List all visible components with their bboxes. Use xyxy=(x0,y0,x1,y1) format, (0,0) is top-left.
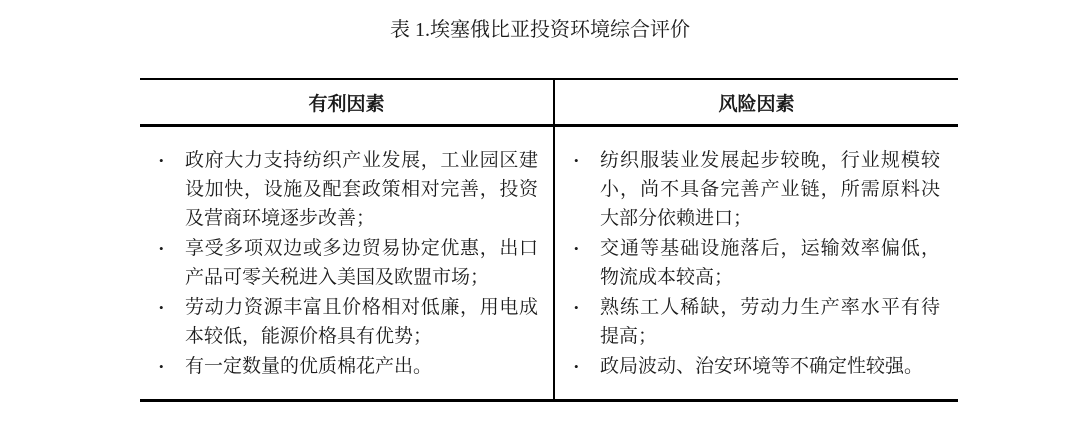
item-text: 政府大力支持纺织产业发展，工业园区建设加快，设施及配套政策相对完善，投资及营商环境逐步改善； xyxy=(185,149,538,229)
bullet-icon: • xyxy=(574,152,579,168)
table-caption: 表 1.埃塞俄比亚投资环境综合评价 xyxy=(390,19,690,41)
column-header-favorable-factors: 有利因素 xyxy=(140,80,555,124)
bullet-icon: • xyxy=(159,240,164,256)
column-header-risk-factors: 风险因素 xyxy=(718,93,795,115)
list-item xyxy=(571,146,940,233)
list-item xyxy=(156,146,538,233)
list-item xyxy=(156,352,538,381)
item-text: 享受多项双边或多边贸易协定优惠，出口产品可零关税进入美国及欧盟市场； xyxy=(185,237,538,288)
list-item xyxy=(156,293,538,351)
risk-factors-list xyxy=(571,145,940,382)
item-text: 交通等基础设施落后，运输效率偏低，物流成本较高； xyxy=(600,237,940,288)
item-text: 有一定数量的优质棉花产出。 xyxy=(185,355,433,377)
item-text: 纺织服装业发展起步较晚，行业规模较小，尚不具备完善产业链，所需原料决大部分依赖进口； xyxy=(600,149,940,229)
risk-factors-cell xyxy=(555,127,958,399)
table-body-row xyxy=(140,127,958,402)
list-item xyxy=(571,234,940,292)
item-text: 劳动力资源丰富且价格相对低廉，用电成本较低，能源价格具有优势； xyxy=(185,296,538,347)
bullet-icon: • xyxy=(574,240,579,256)
item-text: 熟练工人稀缺，劳动力生产率水平有待提高； xyxy=(600,296,940,347)
bullet-icon: • xyxy=(159,358,164,374)
table-header-row xyxy=(140,80,958,127)
list-item xyxy=(156,234,538,292)
item-text: 政局波动、治安环境等不确定性较强。 xyxy=(600,355,924,377)
favorable-factors-list xyxy=(156,145,538,382)
investment-evaluation-table xyxy=(140,78,958,402)
bullet-icon: • xyxy=(159,299,164,315)
bullet-icon: • xyxy=(574,358,579,374)
list-item xyxy=(571,352,940,381)
bullet-icon: • xyxy=(159,152,164,168)
favorable-factors-cell xyxy=(140,127,555,399)
list-item xyxy=(571,293,940,351)
bullet-icon: • xyxy=(574,299,579,315)
